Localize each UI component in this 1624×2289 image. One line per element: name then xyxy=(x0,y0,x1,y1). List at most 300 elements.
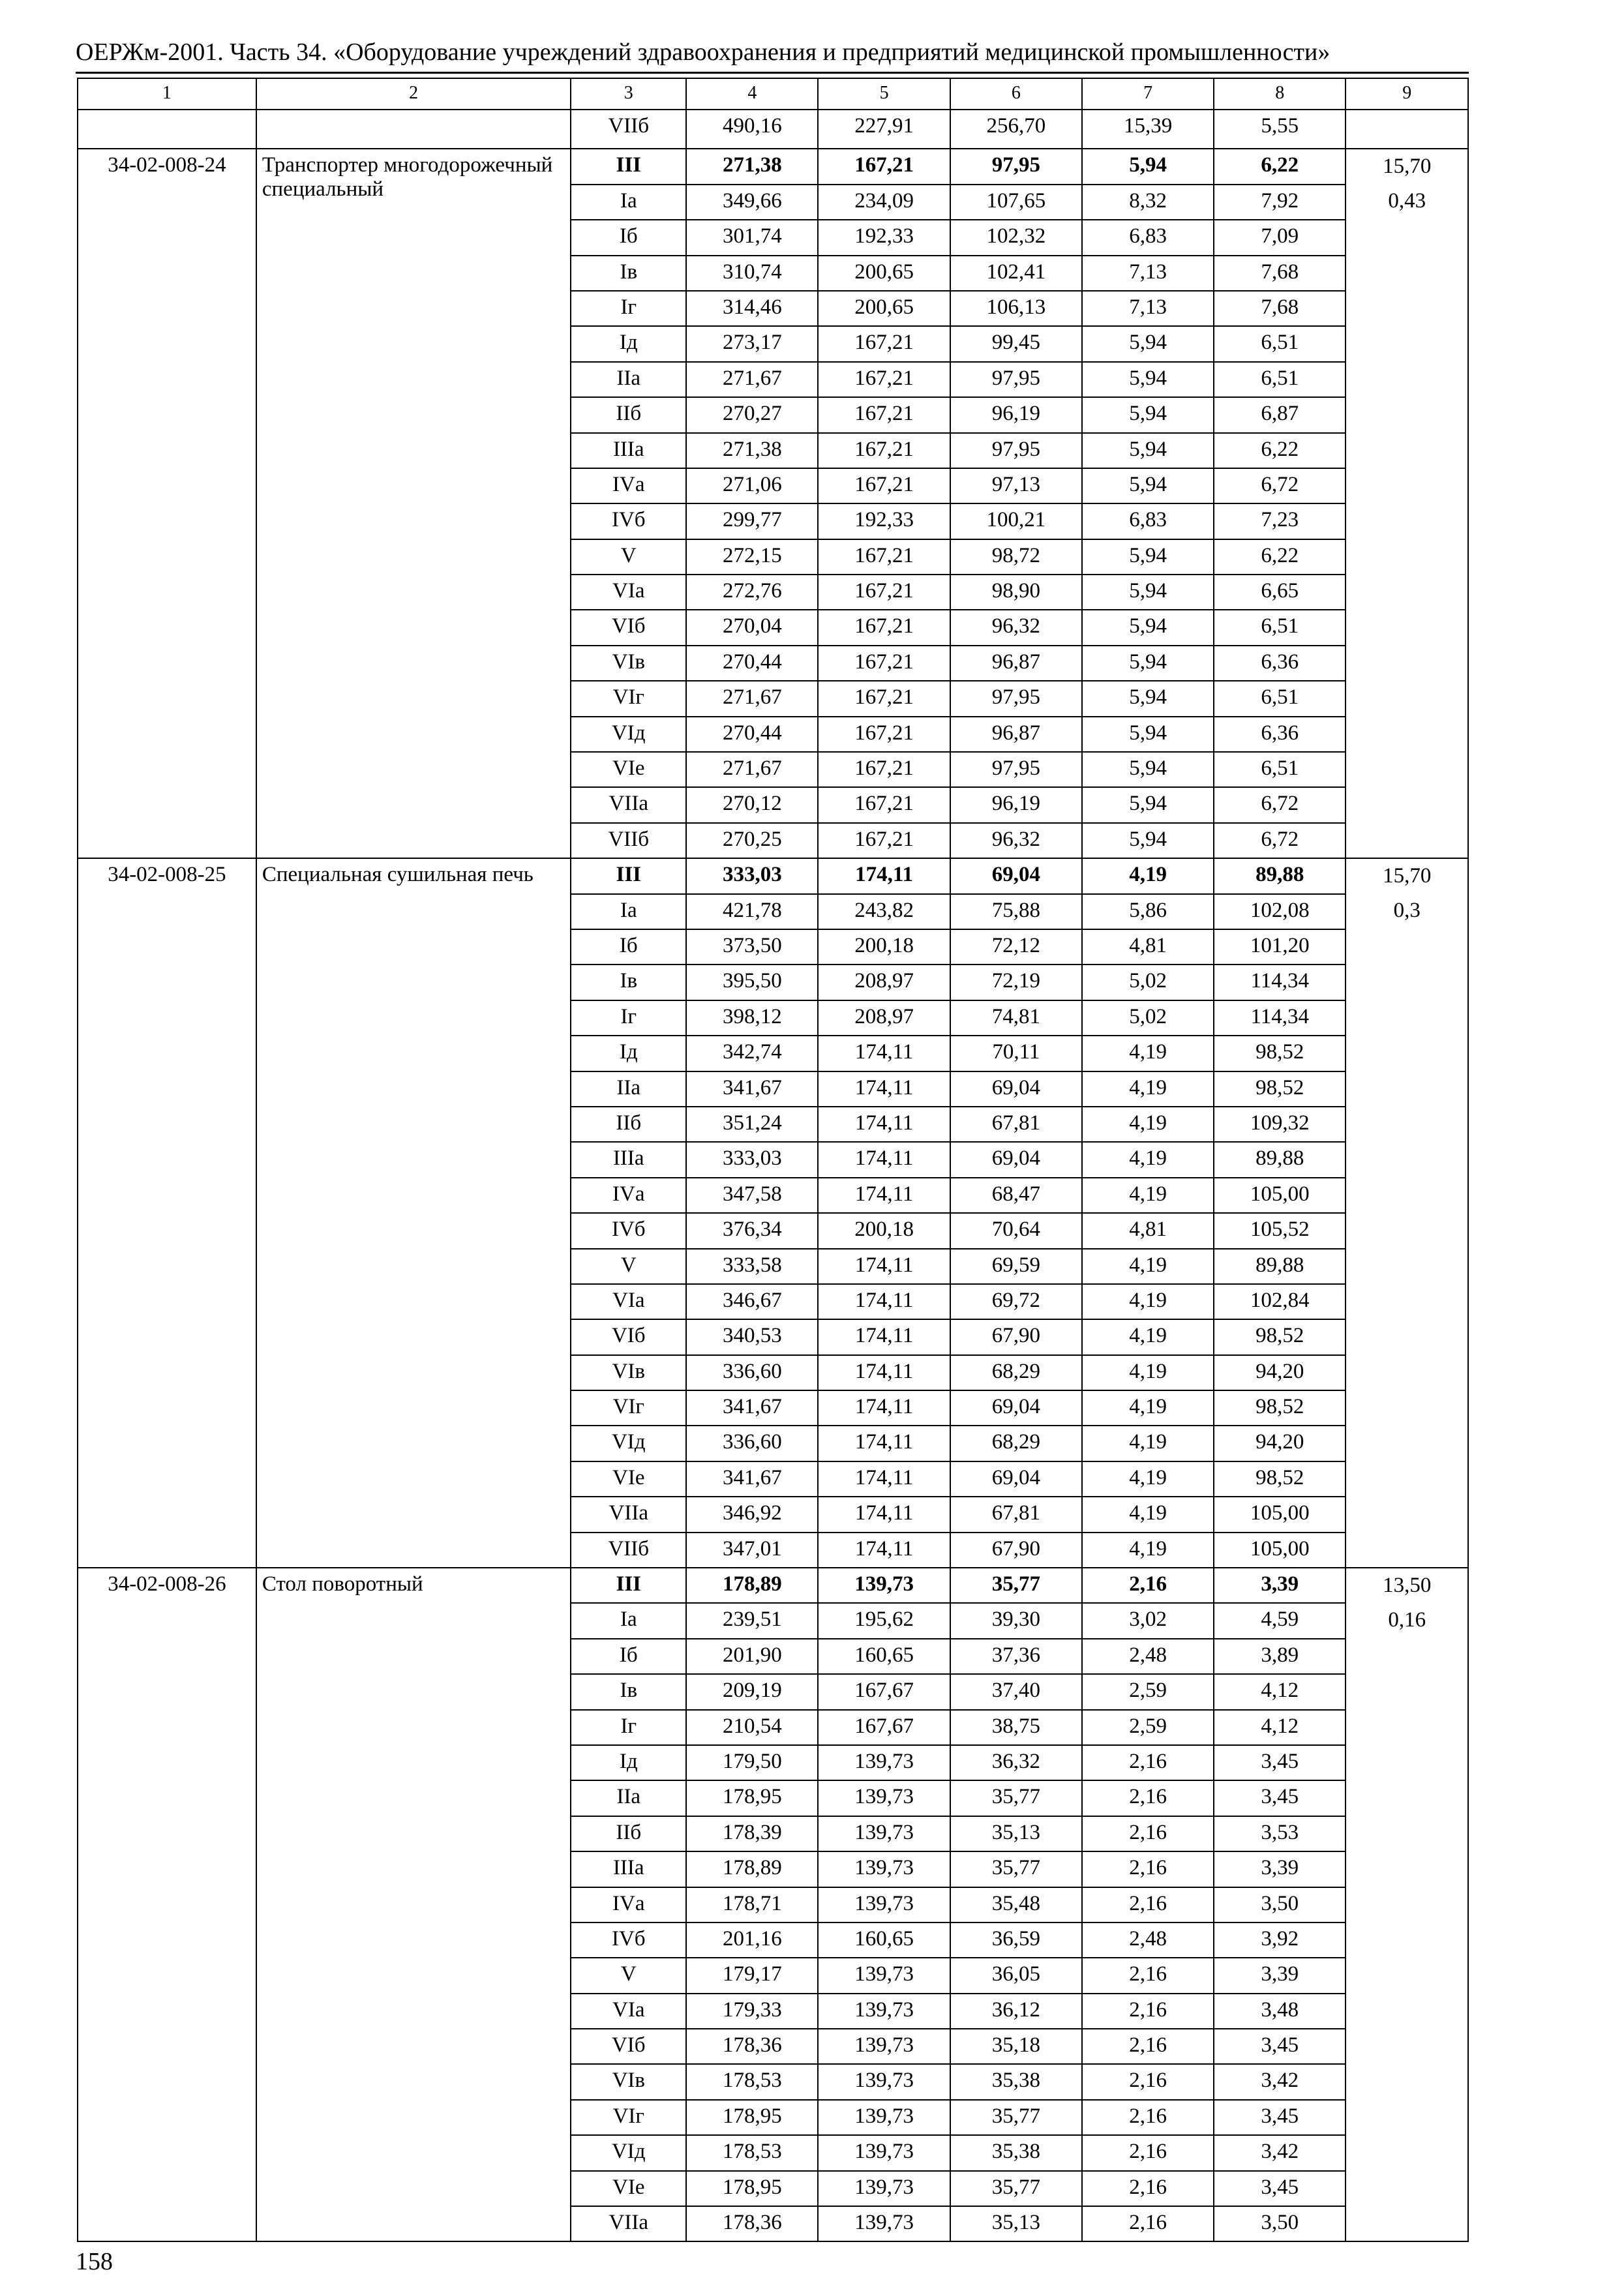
zone-cell: VIб xyxy=(571,2029,686,2064)
value-cell: 4,19 xyxy=(1082,1355,1214,1390)
value-cell: 98,72 xyxy=(950,539,1082,575)
col9-value: 0,43 xyxy=(1388,189,1426,213)
value-cell: 340,53 xyxy=(686,1319,818,1354)
value-cell: 4,19 xyxy=(1082,1071,1214,1107)
zone-cell: IIа xyxy=(571,362,686,397)
col9-value: 15,70 xyxy=(1383,864,1432,888)
value-cell: 4,59 xyxy=(1214,1603,1346,1638)
value-cell: 174,11 xyxy=(818,1355,950,1390)
value-cell: 178,71 xyxy=(686,1887,818,1922)
zone-cell: V xyxy=(571,539,686,575)
value-cell: 37,36 xyxy=(950,1639,1082,1674)
value-cell: 6,51 xyxy=(1214,362,1346,397)
value-cell: 201,90 xyxy=(686,1639,818,1674)
value-cell: 349,66 xyxy=(686,185,818,220)
value-cell: 227,91 xyxy=(818,110,950,149)
zone-cell: Iд xyxy=(571,1745,686,1780)
value-cell: 97,95 xyxy=(950,752,1082,787)
value-cell: 200,18 xyxy=(818,929,950,965)
value-cell: 178,95 xyxy=(686,1780,818,1816)
value-cell: 373,50 xyxy=(686,929,818,965)
value-cell: 38,75 xyxy=(950,1710,1082,1745)
value-cell: 7,09 xyxy=(1214,220,1346,255)
value-cell: 3,45 xyxy=(1214,1745,1346,1780)
value-cell: 2,16 xyxy=(1082,1851,1214,1887)
value-cell: 3,45 xyxy=(1214,2029,1346,2064)
value-cell: 139,73 xyxy=(818,2206,950,2241)
value-cell: 6,36 xyxy=(1214,646,1346,681)
zone-cell: IIб xyxy=(571,1107,686,1142)
page-header-title: ОЕРЖм-2001. Часть 34. «Оборудование учреждений здравоохранения и предприятий медицинской промышленности» xyxy=(76,38,1331,66)
column-number: 5 xyxy=(818,78,950,110)
value-cell: 98,52 xyxy=(1214,1071,1346,1107)
value-cell: 336,60 xyxy=(686,1426,818,1461)
value-cell: 35,48 xyxy=(950,1887,1082,1922)
value-cell: 167,67 xyxy=(818,1674,950,1709)
value-cell: 347,58 xyxy=(686,1178,818,1213)
zone-cell: IVа xyxy=(571,1887,686,1922)
col9-value: 0,16 xyxy=(1388,1608,1426,1632)
value-cell: 102,41 xyxy=(950,256,1082,291)
value-cell: 3,50 xyxy=(1214,2206,1346,2241)
zone-cell: III xyxy=(571,1568,686,1603)
value-cell: 5,94 xyxy=(1082,326,1214,361)
value-cell: 139,73 xyxy=(818,2029,950,2064)
zone-cell: VIIб xyxy=(571,823,686,858)
value-cell: 67,90 xyxy=(950,1533,1082,1568)
value-cell: 7,13 xyxy=(1082,256,1214,291)
col9-value: 13,50 xyxy=(1383,1574,1432,1598)
value-cell: 243,82 xyxy=(818,894,950,929)
value-cell: 2,16 xyxy=(1082,1958,1214,1993)
name-cell: Специальная сушильная печь xyxy=(256,858,571,1568)
value-cell: 6,51 xyxy=(1214,326,1346,361)
value-cell: 167,21 xyxy=(818,823,950,858)
value-cell: 5,94 xyxy=(1082,575,1214,610)
value-cell: 174,11 xyxy=(818,1461,950,1497)
value-cell: 178,36 xyxy=(686,2029,818,2064)
value-cell: 174,11 xyxy=(818,1036,950,1071)
value-cell: 4,81 xyxy=(1082,929,1214,965)
value-cell: 178,39 xyxy=(686,1816,818,1851)
value-cell: 5,94 xyxy=(1082,646,1214,681)
zone-cell: VIе xyxy=(571,1461,686,1497)
value-cell: 69,04 xyxy=(950,1461,1082,1497)
value-cell: 139,73 xyxy=(818,2135,950,2170)
value-cell: 4,81 xyxy=(1082,1213,1214,1248)
col9-cell xyxy=(1346,149,1468,858)
value-cell: 174,11 xyxy=(818,1071,950,1107)
value-cell: 2,16 xyxy=(1082,1816,1214,1851)
value-cell: 3,39 xyxy=(1214,1958,1346,1993)
value-cell: 346,67 xyxy=(686,1284,818,1319)
value-cell: 234,09 xyxy=(818,185,950,220)
rates-table xyxy=(77,78,1469,2242)
zone-cell: Iг xyxy=(571,1000,686,1036)
value-cell: 6,51 xyxy=(1214,610,1346,645)
zone-cell: Iб xyxy=(571,1639,686,1674)
value-cell: 3,45 xyxy=(1214,2171,1346,2206)
zone-cell: III xyxy=(571,149,686,184)
column-number: 7 xyxy=(1082,78,1214,110)
value-cell: 3,89 xyxy=(1214,1639,1346,1674)
zone-cell: V xyxy=(571,1249,686,1284)
value-cell: 341,67 xyxy=(686,1071,818,1107)
value-cell: 7,13 xyxy=(1082,291,1214,326)
value-cell: 75,88 xyxy=(950,894,1082,929)
value-cell: 6,51 xyxy=(1214,752,1346,787)
value-cell: 376,34 xyxy=(686,1213,818,1248)
value-cell: 4,19 xyxy=(1082,1319,1214,1354)
value-cell: 347,01 xyxy=(686,1533,818,1568)
value-cell: 167,21 xyxy=(818,468,950,503)
column-number: 3 xyxy=(571,78,686,110)
value-cell: 167,21 xyxy=(818,397,950,432)
zone-cell: VIв xyxy=(571,2064,686,2099)
value-cell: 4,19 xyxy=(1082,1461,1214,1497)
zone-cell: IIIа xyxy=(571,1142,686,1177)
value-cell: 139,73 xyxy=(818,2100,950,2135)
value-cell: 97,95 xyxy=(950,362,1082,397)
value-cell: 67,81 xyxy=(950,1497,1082,1532)
value-cell: 271,67 xyxy=(686,681,818,716)
value-cell: 69,72 xyxy=(950,1284,1082,1319)
value-cell: 5,86 xyxy=(1082,894,1214,929)
value-cell: 336,60 xyxy=(686,1355,818,1390)
value-cell: 195,62 xyxy=(818,1603,950,1638)
value-cell: 6,87 xyxy=(1214,397,1346,432)
value-cell: 2,16 xyxy=(1082,2029,1214,2064)
value-cell: 270,44 xyxy=(686,646,818,681)
value-cell: 99,45 xyxy=(950,326,1082,361)
value-cell: 3,53 xyxy=(1214,1816,1346,1851)
value-cell: 2,59 xyxy=(1082,1710,1214,1745)
value-cell: 167,21 xyxy=(818,717,950,752)
value-cell: 94,20 xyxy=(1214,1355,1346,1390)
value-cell: 6,72 xyxy=(1214,468,1346,503)
value-cell: 272,15 xyxy=(686,539,818,575)
zone-cell: VIг xyxy=(571,2100,686,2135)
value-cell: 270,04 xyxy=(686,610,818,645)
table-row xyxy=(78,149,1468,184)
value-cell: 97,95 xyxy=(950,149,1082,184)
value-cell: 139,73 xyxy=(818,2064,950,2099)
value-cell: 201,16 xyxy=(686,1922,818,1958)
value-cell: 97,95 xyxy=(950,681,1082,716)
zone-cell: IIб xyxy=(571,397,686,432)
col9-cell xyxy=(1346,1568,1468,2241)
value-cell: 109,32 xyxy=(1214,1107,1346,1142)
value-cell: 139,73 xyxy=(818,1568,950,1603)
zone-cell: VIIа xyxy=(571,1497,686,1532)
value-cell: 167,67 xyxy=(818,1710,950,1745)
value-cell: 270,44 xyxy=(686,717,818,752)
value-cell: 35,38 xyxy=(950,2135,1082,2170)
zone-cell: VIг xyxy=(571,1390,686,1426)
value-cell: 200,65 xyxy=(818,291,950,326)
value-cell: 5,94 xyxy=(1082,149,1214,184)
value-cell: 89,88 xyxy=(1214,858,1346,893)
value-cell: 39,30 xyxy=(950,1603,1082,1638)
value-cell: 167,21 xyxy=(818,752,950,787)
value-cell: 96,87 xyxy=(950,646,1082,681)
zone-cell: Iа xyxy=(571,1603,686,1638)
column-number: 1 xyxy=(78,78,256,110)
value-cell: 239,51 xyxy=(686,1603,818,1638)
value-cell: 341,67 xyxy=(686,1461,818,1497)
value-cell: 67,90 xyxy=(950,1319,1082,1354)
value-cell: 35,13 xyxy=(950,1816,1082,1851)
value-cell: 167,21 xyxy=(818,681,950,716)
value-cell: 167,21 xyxy=(818,326,950,361)
value-cell: 271,67 xyxy=(686,362,818,397)
value-cell: 3,48 xyxy=(1214,1994,1346,2029)
value-cell: 35,77 xyxy=(950,2100,1082,2135)
value-cell: 35,77 xyxy=(950,1780,1082,1816)
value-cell: 2,16 xyxy=(1082,2064,1214,2099)
column-number: 8 xyxy=(1214,78,1346,110)
value-cell: 271,06 xyxy=(686,468,818,503)
value-cell: 2,16 xyxy=(1082,2171,1214,2206)
value-cell: 5,94 xyxy=(1082,468,1214,503)
value-cell: 105,00 xyxy=(1214,1178,1346,1213)
value-cell: 398,12 xyxy=(686,1000,818,1036)
value-cell: 2,16 xyxy=(1082,2100,1214,2135)
value-cell: 98,52 xyxy=(1214,1036,1346,1071)
value-cell: 5,94 xyxy=(1082,610,1214,645)
zone-cell: III xyxy=(571,858,686,893)
value-cell: 102,32 xyxy=(950,220,1082,255)
value-cell: 2,16 xyxy=(1082,1994,1214,2029)
value-cell: 36,12 xyxy=(950,1994,1082,2029)
value-cell: 139,73 xyxy=(818,1745,950,1780)
value-cell: 69,04 xyxy=(950,1071,1082,1107)
value-cell: 208,97 xyxy=(818,965,950,1000)
zone-cell: VIв xyxy=(571,646,686,681)
value-cell: 68,47 xyxy=(950,1178,1082,1213)
value-cell: 6,72 xyxy=(1214,787,1346,822)
value-cell: 3,50 xyxy=(1214,1887,1346,1922)
value-cell: 167,21 xyxy=(818,362,950,397)
col9-value: 0,3 xyxy=(1393,899,1421,923)
value-cell: 2,59 xyxy=(1082,1674,1214,1709)
value-cell: 139,73 xyxy=(818,1816,950,1851)
value-cell: 114,34 xyxy=(1214,965,1346,1000)
value-cell: 6,83 xyxy=(1082,220,1214,255)
value-cell: 4,19 xyxy=(1082,1107,1214,1142)
code-cell: 34-02-008-25 xyxy=(78,858,256,1568)
zone-cell: IVа xyxy=(571,468,686,503)
value-cell: 5,94 xyxy=(1082,787,1214,822)
value-cell: 69,59 xyxy=(950,1249,1082,1284)
value-cell: 139,73 xyxy=(818,2171,950,2206)
col9-cell xyxy=(1346,110,1468,149)
value-cell: 139,73 xyxy=(818,1994,950,2029)
value-cell: 179,50 xyxy=(686,1745,818,1780)
value-cell: 70,11 xyxy=(950,1036,1082,1071)
value-cell: 271,38 xyxy=(686,433,818,468)
value-cell: 3,92 xyxy=(1214,1922,1346,1958)
value-cell: 4,19 xyxy=(1082,1178,1214,1213)
value-cell: 346,92 xyxy=(686,1497,818,1532)
value-cell: 5,02 xyxy=(1082,1000,1214,1036)
value-cell: 6,22 xyxy=(1214,539,1346,575)
value-cell: 35,77 xyxy=(950,2171,1082,2206)
value-cell: 97,95 xyxy=(950,433,1082,468)
value-cell: 36,59 xyxy=(950,1922,1082,1958)
value-cell: 273,17 xyxy=(686,326,818,361)
value-cell: 178,36 xyxy=(686,2206,818,2241)
value-cell: 3,02 xyxy=(1082,1603,1214,1638)
value-cell: 98,90 xyxy=(950,575,1082,610)
zone-cell: VIд xyxy=(571,2135,686,2170)
zone-cell: Iб xyxy=(571,929,686,965)
value-cell: 6,22 xyxy=(1214,149,1346,184)
zone-cell: Iа xyxy=(571,185,686,220)
value-cell: 270,27 xyxy=(686,397,818,432)
value-cell: 105,00 xyxy=(1214,1533,1346,1568)
zone-cell: Iб xyxy=(571,220,686,255)
value-cell: 421,78 xyxy=(686,894,818,929)
value-cell: 333,03 xyxy=(686,1142,818,1177)
code-cell: 34-02-008-26 xyxy=(78,1568,256,2241)
value-cell: 68,29 xyxy=(950,1355,1082,1390)
zone-cell: IIа xyxy=(571,1071,686,1107)
column-number: 4 xyxy=(686,78,818,110)
value-cell: 209,19 xyxy=(686,1674,818,1709)
value-cell: 301,74 xyxy=(686,220,818,255)
value-cell: 35,77 xyxy=(950,1568,1082,1603)
value-cell: 102,84 xyxy=(1214,1284,1346,1319)
zone-cell: IIIа xyxy=(571,1851,686,1887)
page-number: 158 xyxy=(76,2248,113,2275)
value-cell: 2,16 xyxy=(1082,1745,1214,1780)
value-cell: 36,05 xyxy=(950,1958,1082,1993)
value-cell: 4,19 xyxy=(1082,1390,1214,1426)
value-cell: 270,25 xyxy=(686,823,818,858)
value-cell: 2,48 xyxy=(1082,1639,1214,1674)
value-cell: 333,58 xyxy=(686,1249,818,1284)
value-cell: 174,11 xyxy=(818,1142,950,1177)
zone-cell: Iд xyxy=(571,1036,686,1071)
zone-cell: IVб xyxy=(571,503,686,539)
value-cell: 6,65 xyxy=(1214,575,1346,610)
value-cell: 314,46 xyxy=(686,291,818,326)
zone-cell: IVб xyxy=(571,1922,686,1958)
value-cell: 6,83 xyxy=(1082,503,1214,539)
value-cell: 69,04 xyxy=(950,858,1082,893)
value-cell: 35,77 xyxy=(950,1851,1082,1887)
value-cell: 4,19 xyxy=(1082,1249,1214,1284)
value-cell: 160,65 xyxy=(818,1922,950,1958)
zone-cell: Iв xyxy=(571,256,686,291)
value-cell: 3,39 xyxy=(1214,1851,1346,1887)
value-cell: 107,65 xyxy=(950,185,1082,220)
value-cell: 139,73 xyxy=(818,1958,950,1993)
value-cell: 5,94 xyxy=(1082,823,1214,858)
table-row xyxy=(78,1568,1468,1603)
value-cell: 5,94 xyxy=(1082,433,1214,468)
value-cell: 178,95 xyxy=(686,2171,818,2206)
value-cell: 2,16 xyxy=(1082,2206,1214,2241)
value-cell: 6,22 xyxy=(1214,433,1346,468)
value-cell: 4,19 xyxy=(1082,1533,1214,1568)
value-cell: 256,70 xyxy=(950,110,1082,149)
value-cell: 310,74 xyxy=(686,256,818,291)
value-cell: 210,54 xyxy=(686,1710,818,1745)
code-cell xyxy=(78,110,256,149)
column-number: 9 xyxy=(1346,78,1468,110)
value-cell: 15,39 xyxy=(1082,110,1214,149)
value-cell: 5,94 xyxy=(1082,397,1214,432)
value-cell: 192,33 xyxy=(818,503,950,539)
value-cell: 160,65 xyxy=(818,1639,950,1674)
value-cell: 270,12 xyxy=(686,787,818,822)
value-cell: 102,08 xyxy=(1214,894,1346,929)
zone-cell: IVб xyxy=(571,1213,686,1248)
zone-cell: VIе xyxy=(571,752,686,787)
value-cell: 101,20 xyxy=(1214,929,1346,965)
value-cell: 97,13 xyxy=(950,468,1082,503)
value-cell: 96,87 xyxy=(950,717,1082,752)
col9-cell xyxy=(1346,858,1468,1568)
value-cell: 7,92 xyxy=(1214,185,1346,220)
value-cell: 96,32 xyxy=(950,610,1082,645)
value-cell: 272,76 xyxy=(686,575,818,610)
zone-cell: VIа xyxy=(571,1284,686,1319)
value-cell: 98,52 xyxy=(1214,1390,1346,1426)
value-cell: 5,94 xyxy=(1082,539,1214,575)
name-cell xyxy=(256,110,571,149)
value-cell: 179,33 xyxy=(686,1994,818,2029)
value-cell: 174,11 xyxy=(818,1426,950,1461)
value-cell: 89,88 xyxy=(1214,1142,1346,1177)
value-cell: 106,13 xyxy=(950,291,1082,326)
value-cell: 4,19 xyxy=(1082,858,1214,893)
column-number: 6 xyxy=(950,78,1082,110)
zone-cell: VIд xyxy=(571,717,686,752)
value-cell: 341,67 xyxy=(686,1390,818,1426)
value-cell: 114,34 xyxy=(1214,1000,1346,1036)
zone-cell: VIа xyxy=(571,1994,686,2029)
zone-cell: VIв xyxy=(571,1355,686,1390)
value-cell: 2,16 xyxy=(1082,1887,1214,1922)
zone-cell: Iг xyxy=(571,291,686,326)
value-cell: 4,12 xyxy=(1214,1674,1346,1709)
value-cell: 351,24 xyxy=(686,1107,818,1142)
zone-cell: VIIа xyxy=(571,2206,686,2241)
zone-cell: IIб xyxy=(571,1816,686,1851)
value-cell: 490,16 xyxy=(686,110,818,149)
value-cell: 3,42 xyxy=(1214,2135,1346,2170)
value-cell: 3,39 xyxy=(1214,1568,1346,1603)
col9-value: 15,70 xyxy=(1383,155,1432,179)
value-cell: 6,51 xyxy=(1214,681,1346,716)
value-cell: 179,17 xyxy=(686,1958,818,1993)
value-cell: 4,19 xyxy=(1082,1284,1214,1319)
value-cell: 167,21 xyxy=(818,539,950,575)
value-cell: 200,65 xyxy=(818,256,950,291)
value-cell: 7,68 xyxy=(1214,256,1346,291)
value-cell: 139,73 xyxy=(818,1887,950,1922)
value-cell: 2,16 xyxy=(1082,1780,1214,1816)
header-rule xyxy=(76,72,1469,74)
value-cell: 74,81 xyxy=(950,1000,1082,1036)
value-cell: 167,21 xyxy=(818,575,950,610)
value-cell: 72,12 xyxy=(950,929,1082,965)
value-cell: 178,89 xyxy=(686,1568,818,1603)
zone-cell: Iд xyxy=(571,326,686,361)
